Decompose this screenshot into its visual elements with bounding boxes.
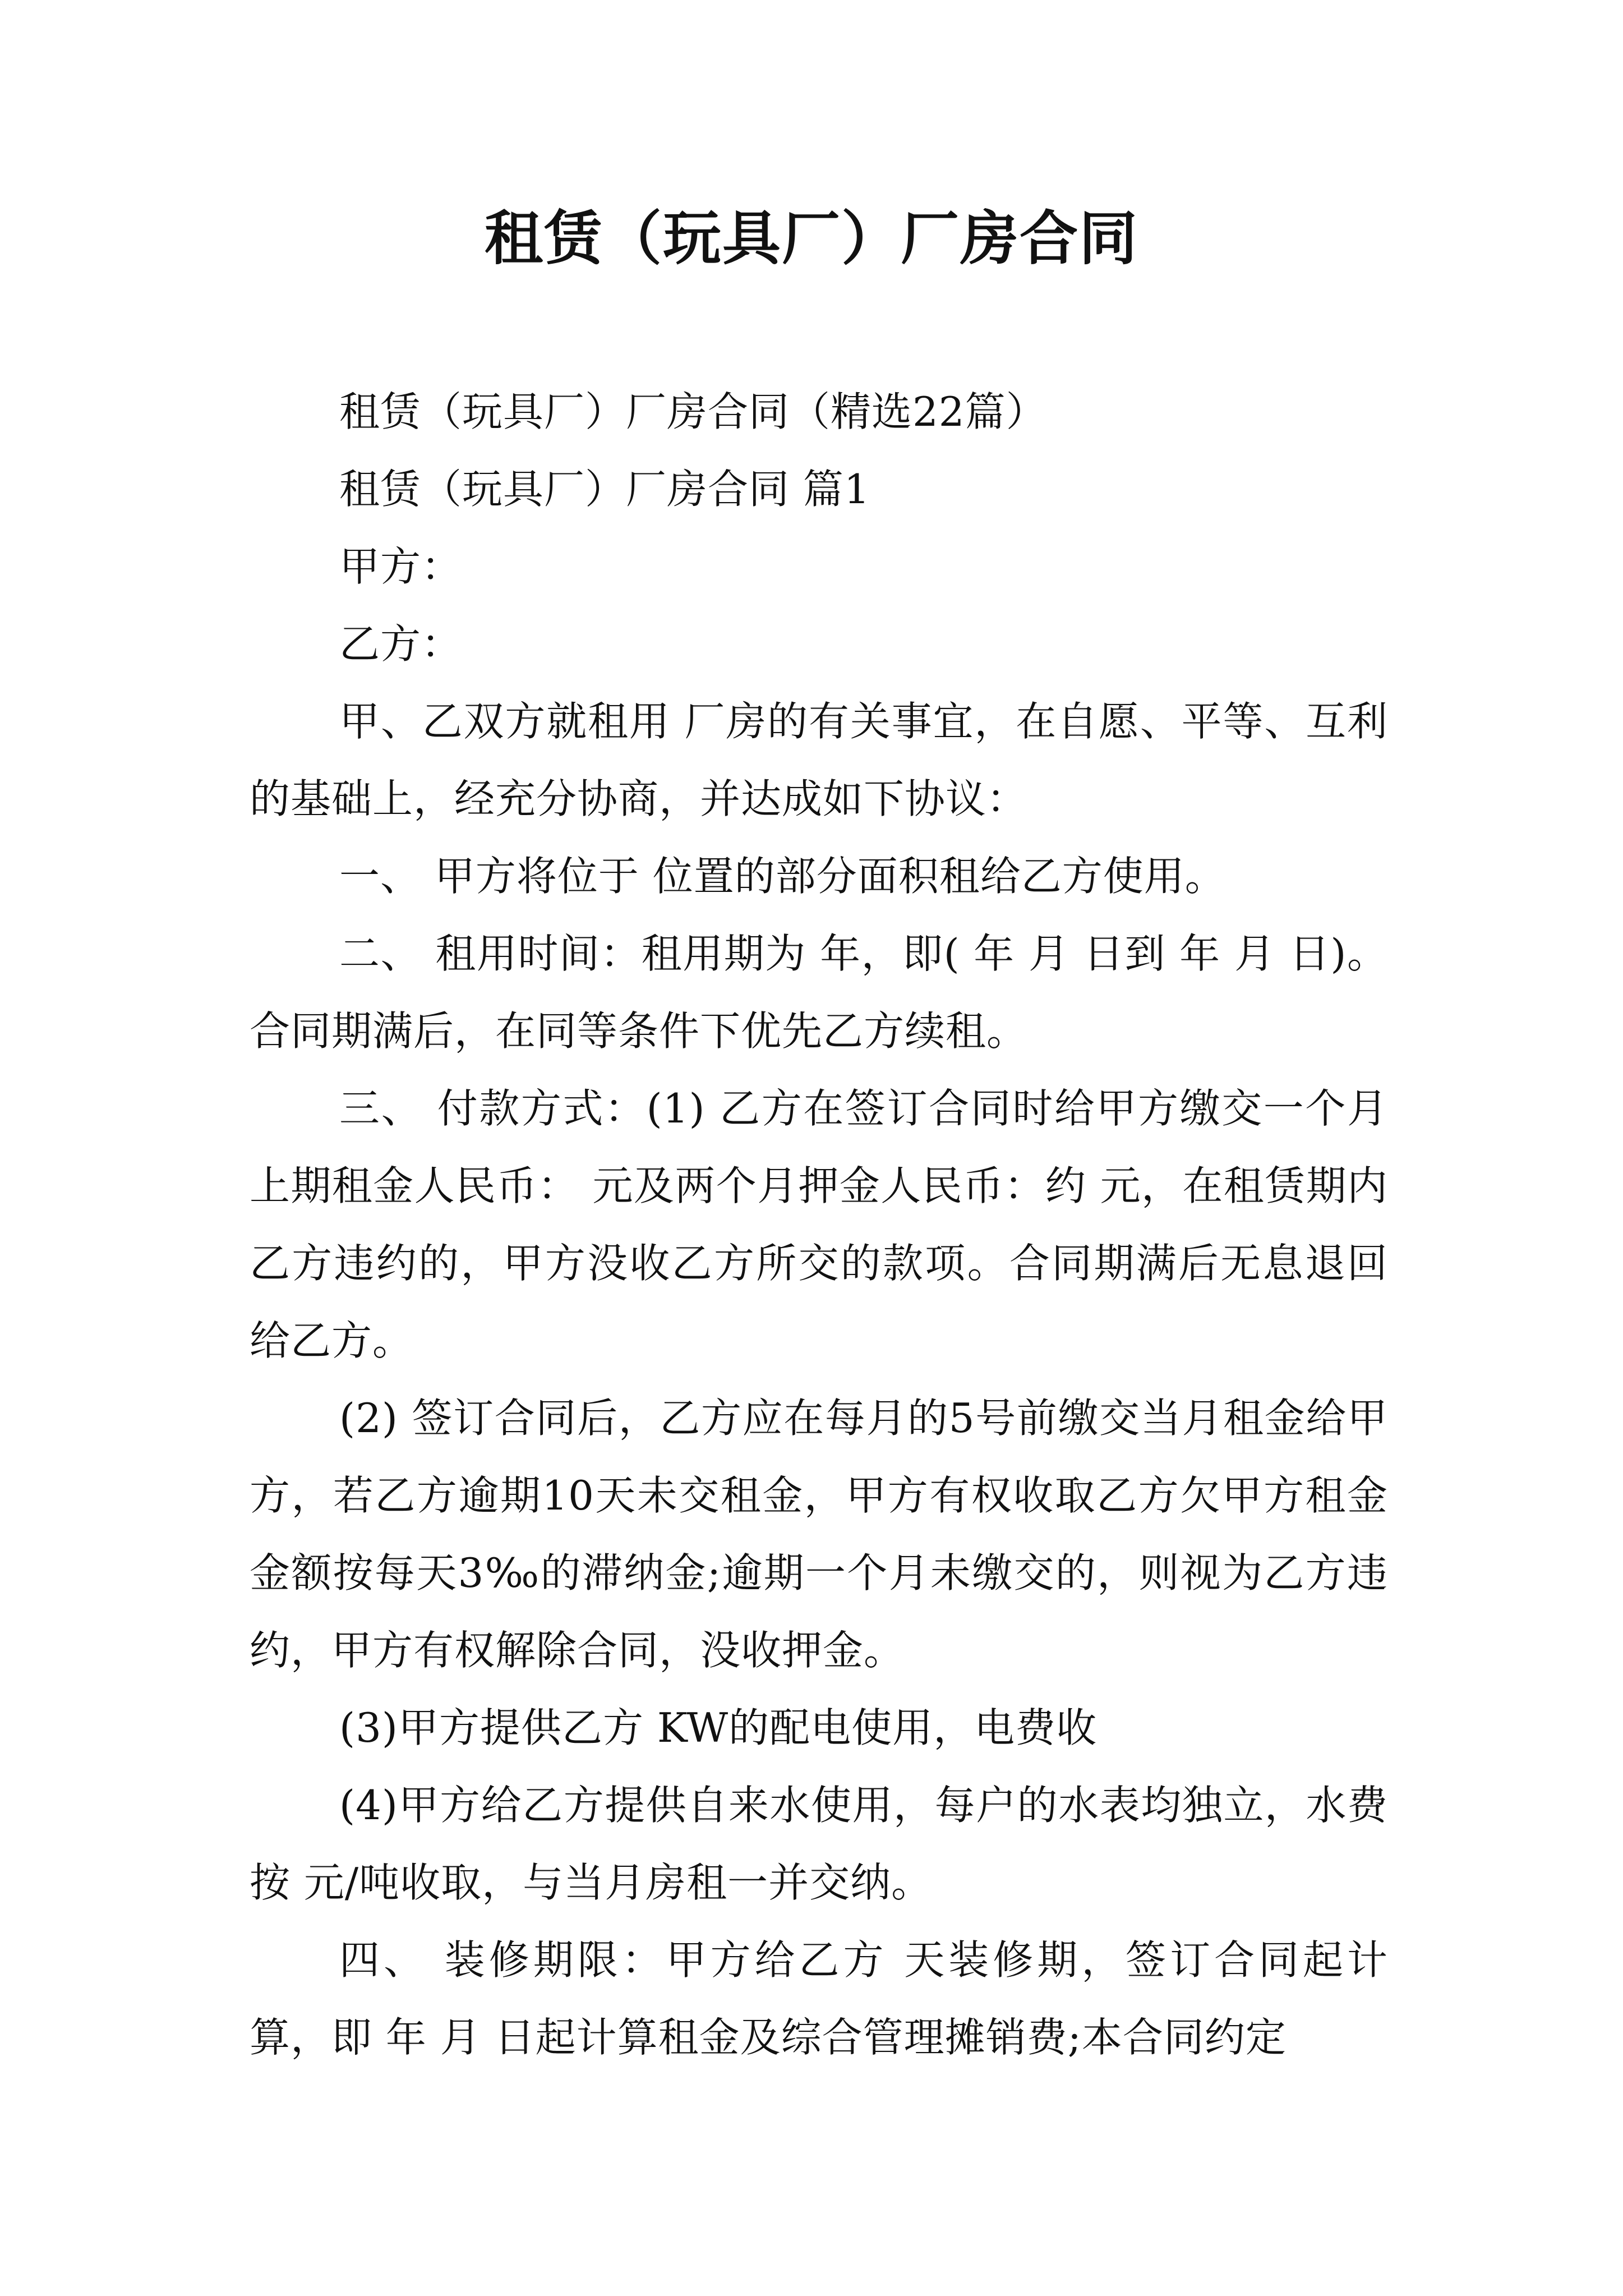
- paragraph-clause-3-4: (4)甲方给乙方提供自来水使用，每户的水表均独立，水费按 元/吨收取，与当月房租一并交纳。: [250, 1782, 1388, 1906]
- paragraph-section-heading: 租赁（玩具厂）厂房合同 篇1: [339, 466, 870, 513]
- document-body: [250, 373, 1388, 2076]
- paragraph-subtitle: 租赁（玩具厂）厂房合同（精选22篇）: [339, 388, 1047, 435]
- paragraph-clause-1: 一、 甲方将位于 位置的部分面积租给乙方使用。: [339, 853, 1226, 900]
- paragraph-clause-3-2: (2) 签订合同后，乙方应在每月的5号前缴交当月租金给甲方，若乙方逾期10天未交租金，甲方有权收取乙方欠甲方租金金额按每天3‰的滞纳金;逾期一个月未缴交的，则视为乙方违约，甲方有权解除合同，没收押金。: [250, 1395, 1388, 1674]
- paragraph-clause-3: 三、 付款方式：(1) 乙方在签订合同时给甲方缴交一个月上期租金人民币： 元及两个月押金人民币：约 元，在租赁期内乙方违约的，甲方没收乙方所交的款项。合同期满后无息退回给乙方。: [250, 1085, 1388, 1364]
- paragraph-party-b: 乙方：: [339, 620, 463, 668]
- paragraph-clause-4: 四、 装修期限：甲方给乙方 天装修期，签订合同起计算，即 年 月 日起计算租金及综合管理摊销费;本合同约定: [250, 1936, 1388, 2061]
- paragraph-clause-3-3: (3)甲方提供乙方 KW的配电使用，电费收: [339, 1704, 1098, 1751]
- document-title: 租赁（玩具厂）厂房合同: [484, 204, 1138, 273]
- paragraph-preamble: 甲、乙双方就租用 厂房的有关事宜，在自愿、平等、互利的基础上，经充分协商，并达成如下协议：: [250, 698, 1388, 822]
- paragraph-clause-2: 二、 租用时间：租用期为 年，即( 年 月 日到 年 月 日)。合同期满后，在同等条件下优先乙方续租。: [250, 930, 1388, 1055]
- paragraph-party-a: 甲方：: [339, 543, 463, 590]
